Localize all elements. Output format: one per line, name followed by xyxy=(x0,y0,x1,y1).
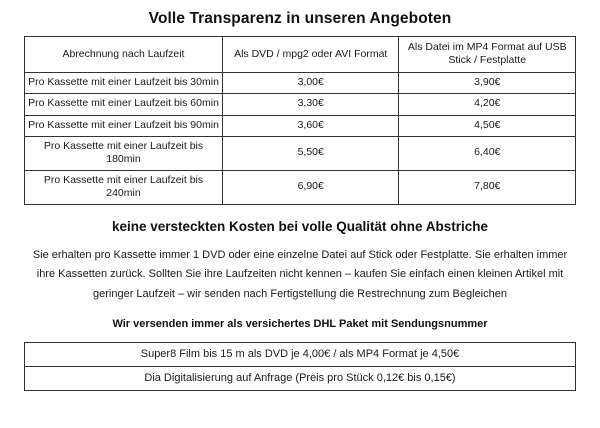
row-dvd-price: 3,30€ xyxy=(222,94,399,115)
price-table-body xyxy=(25,73,576,205)
footer-row-super8: Super8 Film bis 15 m als DVD je 4,00€ / als MP4 Format je 4,50€ xyxy=(25,342,576,366)
row-description: Pro Kassette mit einer Laufzeit bis 90min xyxy=(25,115,223,136)
row-dvd-price: 5,50€ xyxy=(222,136,399,170)
header-cell-dvd: Als DVD / mpg2 oder AVI Format xyxy=(222,37,399,73)
row-description: Pro Kassette mit einer Laufzeit bis 240min xyxy=(25,170,223,204)
row-description: Pro Kassette mit einer Laufzeit bis 180min xyxy=(25,136,223,170)
row-description: Pro Kassette mit einer Laufzeit bis 30min xyxy=(25,73,223,94)
row-mp4-price: 4,20€ xyxy=(399,94,576,115)
table-row xyxy=(25,73,576,94)
footer-row-dia: Dia Digitalisierung auf Anfrage (Preis pro Stück 0,12€ bis 0,15€) xyxy=(25,366,576,390)
table-header-row xyxy=(25,37,576,73)
row-description: Pro Kassette mit einer Laufzeit bis 60min xyxy=(25,94,223,115)
price-table-header xyxy=(25,37,576,73)
quality-subtitle: keine versteckten Kosten bei volle Qualität ohne Abstriche xyxy=(111,219,489,235)
footer-table-body xyxy=(25,342,576,390)
row-dvd-price: 6,90€ xyxy=(222,170,399,204)
row-mp4-price: 3,90€ xyxy=(399,73,576,94)
table-row xyxy=(25,342,576,366)
shipping-note: Wir versenden immer als versichertes DHL Paket mit Sendungsnummer xyxy=(112,317,488,330)
price-table xyxy=(24,36,576,205)
header-cell-mp4: Als Datei im MP4 Format auf USB Stick / Festplatte xyxy=(399,37,576,73)
table-row xyxy=(25,115,576,136)
row-mp4-price: 6,40€ xyxy=(399,136,576,170)
table-row xyxy=(25,170,576,204)
page-title: Volle Transparenz in unseren Angeboten xyxy=(148,10,452,27)
row-mp4-price: 7,80€ xyxy=(399,170,576,204)
table-row xyxy=(25,94,576,115)
table-row xyxy=(25,136,576,170)
row-dvd-price: 3,00€ xyxy=(222,73,399,94)
row-dvd-price: 3,60€ xyxy=(222,115,399,136)
header-cell-description: Abrechnung nach Laufzeit xyxy=(25,37,223,73)
footer-table xyxy=(24,342,576,391)
body-paragraph: Sie erhalten pro Kassette immer 1 DVD oder eine einzelne Datei auf Stick oder Festplatte. Sie erhalten immer ihre Kassetten zurück. Sollten Sie ihre Laufzeiten nicht kennen – kaufen Sie einfach einen kleinen Artikel mit geringer Laufzeit – wir senden nach Fertigstellung die Restrechnung zum Begleichen xyxy=(32,249,568,300)
table-row xyxy=(25,366,576,390)
row-mp4-price: 4,50€ xyxy=(399,115,576,136)
